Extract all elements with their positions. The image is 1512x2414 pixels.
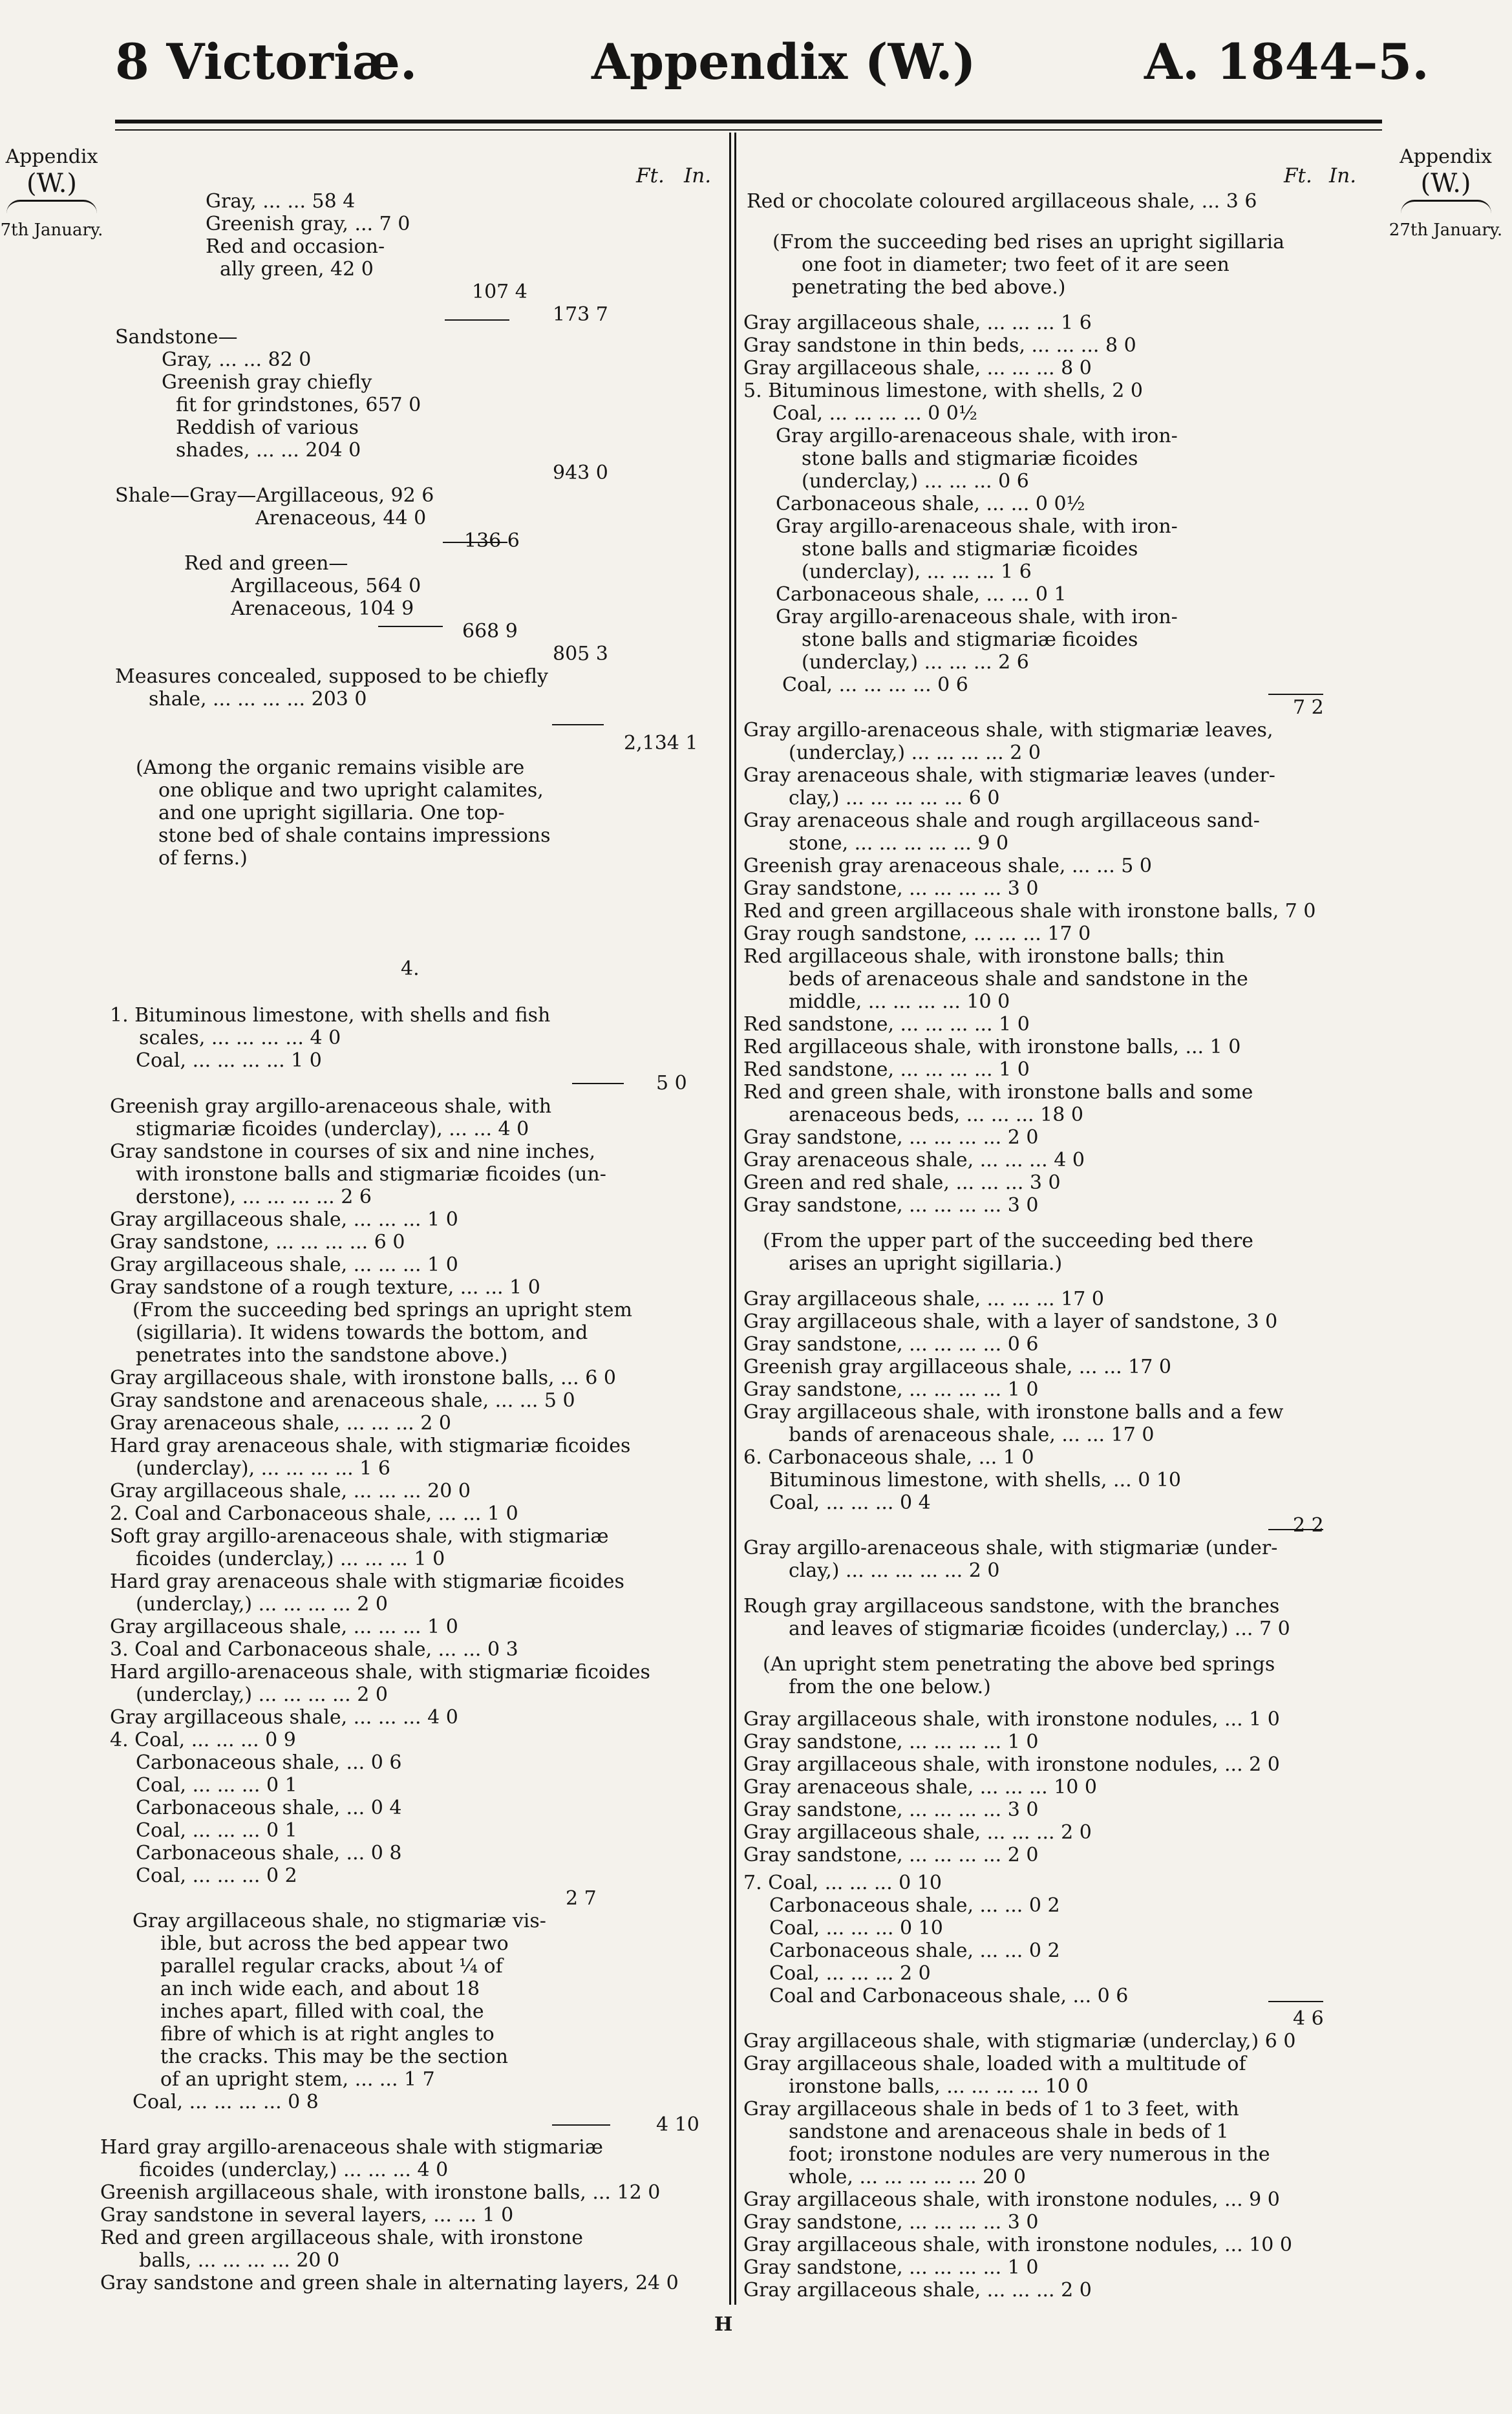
margin-brace — [1401, 200, 1491, 213]
text-line: clay,) ... ... ... ... ... 2 0 — [789, 1559, 1000, 1582]
text-line: Gray argillaceous shale, ... ... ... 2 0 — [743, 1821, 1092, 1844]
text-line: parallel regular cracks, about ¼ of — [160, 1955, 503, 1978]
text-line: scales, ... ... ... ... 4 0 — [139, 1027, 341, 1049]
text-line: 173 7 — [553, 303, 608, 326]
text-line: (Among the organic remains visible are — [136, 756, 525, 779]
text-line: Gray argillaceous shale, ... ... ... 1 0 — [110, 1208, 458, 1231]
text-line: 2 7 — [566, 1887, 597, 1910]
text-line: and leaves of stigmariæ ficoides (underclay,) ... 7 0 — [789, 1618, 1290, 1640]
text-line: Gray, ... ... 58 4 — [206, 190, 356, 213]
text-line: ironstone balls, ... ... ... ... 10 0 — [789, 2075, 1089, 2098]
margin-note-right — [1383, 146, 1509, 240]
text-line: Gray sandstone, ... ... ... ... 2 0 — [743, 1126, 1039, 1149]
text-line: 2. Coal and Carbonaceous shale, ... ... 1 0 — [110, 1502, 518, 1525]
text-line: 6. Carbonaceous shale, ... 1 0 — [743, 1446, 1034, 1469]
sum-rule — [445, 319, 509, 321]
text-line: 805 3 — [553, 643, 608, 665]
text-line: Gray argillaceous shale, ... ... ... 2 0 — [743, 2279, 1092, 2302]
text-line: Gray sandstone, ... ... ... ... 1 0 — [743, 1378, 1039, 1401]
text-line: Soft gray argillo-arenaceous shale, with stigmariæ — [110, 1525, 609, 1548]
text-line: whole, ... ... ... ... ... 20 0 — [789, 2166, 1027, 2188]
header-rule-thick — [115, 120, 1382, 123]
text-line: Hard gray arenaceous shale with stigmariæ ficoides — [110, 1570, 624, 1593]
header-right: A. 1844–5. — [1144, 33, 1429, 91]
text-line: of ferns.) — [158, 847, 248, 870]
text-line: Gray argillaceous shale, with a layer of sandstone, 3 0 — [743, 1310, 1278, 1333]
text-line: shades, ... ... 204 0 — [176, 439, 361, 462]
text-line: 136 6 — [464, 529, 520, 552]
text-line: Coal and Carbonaceous shale, ... 0 6 — [769, 1985, 1129, 2007]
text-line: Gray argillaceous shale, with ironstone balls, ... 6 0 — [110, 1367, 616, 1389]
text-line: (underclay,) ... ... ... 2 6 — [802, 651, 1029, 674]
text-line: and one upright sigillaria. One top- — [158, 802, 505, 824]
text-line: penetrating the bed above.) — [792, 276, 1066, 299]
text-line: Gray sandstone and arenaceous shale, ... ... 5 0 — [110, 1389, 575, 1412]
text-line: Greenish argillaceous shale, with ironstone balls, ... 12 0 — [100, 2181, 661, 2204]
sum-rule — [1268, 694, 1323, 695]
sum-rule — [1268, 1529, 1323, 1530]
text-line: (underclay,) ... ... ... 0 6 — [802, 470, 1029, 493]
text-line: Gray sandstone and green shale in alternating layers, 24 0 — [100, 2272, 679, 2294]
sum-rule — [572, 1083, 624, 1084]
text-line: Carbonaceous shale, ... ... 0 2 — [769, 1894, 1060, 1917]
text-line: (From the upper part of the succeeding bed there — [763, 1230, 1253, 1252]
text-line: Gray arenaceous shale, with stigmariæ leaves (under- — [743, 764, 1275, 787]
text-line: from the one below.) — [789, 1676, 991, 1698]
text-line: 4. Coal, ... ... ... 0 9 — [110, 1729, 296, 1751]
text-line: (An upright stem penetrating the above bed springs — [763, 1653, 1275, 1676]
text-line: 2 2 — [1293, 1514, 1324, 1537]
text-line: Gray argillaceous shale, with ironstone nodules, ... 1 0 — [743, 1708, 1280, 1731]
text-line: Gray argillaceous shale, ... ... ... 8 0 — [743, 357, 1092, 379]
text-line: derstone), ... ... ... ... 2 6 — [136, 1186, 372, 1208]
text-line: clay,) ... ... ... ... ... 6 0 — [789, 787, 1000, 809]
text-line: Coal, ... ... ... ... 0 8 — [133, 2091, 319, 2113]
margin-date: 27th January. — [1389, 220, 1503, 240]
text-line: stone, ... ... ... ... ... 9 0 — [789, 832, 1009, 855]
text-line: Greenish gray, ... 7 0 — [206, 213, 410, 235]
text-line: penetrates into the sandstone above.) — [136, 1344, 508, 1367]
text-line: inches apart, filled with coal, the — [160, 2000, 484, 2023]
text-line: foot; ironstone nodules are very numerous in the — [789, 2143, 1270, 2166]
text-line: with ironstone balls and stigmariæ ficoides (un- — [136, 1163, 606, 1186]
text-line: Measures concealed, supposed to be chiefly — [115, 665, 549, 688]
margin-w-label: (W.) — [26, 168, 78, 198]
text-line: Red and green argillaceous shale with ironstone balls, 7 0 — [743, 900, 1316, 923]
text-line: Gray argillaceous shale, ... ... ... 1 0 — [110, 1254, 458, 1276]
text-line: Gray argillaceous shale, with ironstone nodules, ... 9 0 — [743, 2188, 1280, 2211]
text-line: one oblique and two upright calamites, — [158, 779, 544, 802]
text-line: (underclay,) ... ... ... ... 2 0 — [789, 742, 1041, 764]
text-line: Coal, ... ... ... ... 1 0 — [136, 1049, 322, 1072]
text-line: arises an upright sigillaria.) — [789, 1252, 1063, 1275]
text-line: Red argillaceous shale, with ironstone balls; thin — [743, 945, 1225, 968]
text-line: Coal, ... ... ... ... 0 0½ — [772, 402, 977, 425]
text-line: Bituminous limestone, with shells, ... 0 10 — [769, 1469, 1182, 1491]
text-line: Red sandstone, ... ... ... ... 1 0 — [743, 1013, 1030, 1036]
right-in-heading: In. — [1329, 164, 1357, 187]
text-line: ally green, 42 0 — [220, 258, 374, 281]
header-center: Appendix (W.) — [591, 33, 976, 91]
text-line: 1. Bituminous limestone, with shells and fish — [110, 1004, 551, 1027]
left-in-heading: In. — [684, 164, 712, 187]
text-line: Sandstone— — [115, 326, 238, 348]
left-ft-heading: Ft. — [636, 164, 665, 187]
column-divider — [734, 133, 736, 2305]
text-line: bands of arenaceous shale, ... ... 17 0 — [789, 1424, 1155, 1446]
text-line: Gray sandstone, ... ... ... ... 3 0 — [743, 1799, 1039, 1821]
right-ft-heading: Ft. — [1284, 164, 1312, 187]
text-line: Reddish of various — [176, 416, 359, 439]
sum-rule — [552, 2124, 610, 2126]
text-line: Hard gray argillo-arenaceous shale with stigmariæ — [100, 2136, 603, 2159]
text-line: 7 2 — [1293, 696, 1324, 719]
text-line: Gray argillo-arenaceous shale, with stigmariæ (under- — [743, 1537, 1278, 1559]
text-line: 5. Bituminous limestone, with shells, 2 0 — [743, 379, 1143, 402]
text-line: Green and red shale, ... ... ... 3 0 — [743, 1171, 1061, 1194]
text-line: Gray argillaceous shale, ... ... ... 1 0 — [110, 1616, 458, 1638]
header-left: 8 Victoriæ. — [115, 33, 418, 91]
text-line: Gray argillo-arenaceous shale, with stigmariæ leaves, — [743, 719, 1273, 742]
text-line: middle, ... ... ... ... 10 0 — [789, 990, 1010, 1013]
text-line: 4 6 — [1293, 2007, 1324, 2030]
text-line: Gray argillaceous shale, loaded with a multitude of — [743, 2053, 1246, 2075]
text-line: Carbonaceous shale, ... ... 0 2 — [769, 1939, 1060, 1962]
text-line: Rough gray argillaceous sandstone, with the branches — [743, 1595, 1280, 1618]
text-line: fit for grindstones, 657 0 — [176, 394, 421, 416]
margin-brace — [6, 200, 97, 213]
text-line: Gray sandstone, ... ... ... ... 0 6 — [743, 1333, 1039, 1356]
page-signature: H — [714, 2313, 733, 2336]
text-line: ficoides (underclay,) ... ... ... 4 0 — [139, 2159, 449, 2181]
text-line: Gray sandstone, ... ... ... ... 1 0 — [743, 2256, 1039, 2279]
text-line: Gray argillo-arenaceous shale, with iron- — [776, 606, 1178, 628]
text-line: Carbonaceous shale, ... 0 6 — [136, 1751, 402, 1774]
text-line: Arenaceous, 104 9 — [231, 597, 414, 620]
text-line: Carbonaceous shale, ... 0 4 — [136, 1797, 402, 1819]
text-line: Red and green argillaceous shale, with ironstone — [100, 2227, 584, 2249]
text-line: Arenaceous, 44 0 — [255, 507, 427, 529]
text-line: Hard argillo-arenaceous shale, with stigmariæ ficoides — [110, 1661, 650, 1683]
text-line: Gray argillaceous shale, with stigmariæ (underclay,) 6 0 — [743, 2030, 1296, 2053]
text-line: Greenish gray chiefly — [162, 371, 372, 394]
text-line: Red and green— — [184, 552, 348, 575]
text-line: Coal, ... ... ... 0 2 — [136, 1864, 297, 1887]
text-line: stone bed of shale contains impressions — [158, 824, 551, 847]
sum-rule — [552, 724, 604, 725]
text-line: Coal, ... ... ... 0 1 — [136, 1774, 297, 1797]
text-line: Coal, ... ... ... 0 10 — [769, 1917, 943, 1939]
text-line: Shale—Gray—Argillaceous, 92 6 — [115, 484, 434, 507]
text-line: beds of arenaceous shale and sandstone in the — [789, 968, 1248, 990]
text-line: Gray sandstone, ... ... ... ... 3 0 — [743, 1194, 1039, 1217]
text-line: Greenish gray arenaceous shale, ... ... 5 0 — [743, 855, 1152, 877]
text-line: Carbonaceous shale, ... 0 8 — [136, 1842, 402, 1864]
text-line: the cracks. This may be the section — [160, 2045, 508, 2068]
text-line: stone balls and stigmariæ ficoides — [802, 538, 1138, 561]
text-line: Gray argillaceous shale, ... ... ... 20 0 — [110, 1480, 471, 1502]
text-line: Gray argillaceous shale, ... ... ... 1 6 — [743, 312, 1092, 334]
margin-appendix-label: Appendix — [5, 145, 98, 168]
text-line: Gray sandstone in several layers, ... ... 1 0 — [100, 2204, 514, 2227]
text-line: Gray argillaceous shale, ... ... ... 17 0 — [743, 1288, 1104, 1310]
text-line: Gray argillaceous shale in beds of 1 to 3 feet, with — [743, 2098, 1239, 2120]
text-line: Coal, ... ... ... ... 0 6 — [782, 674, 968, 696]
text-line: stone balls and stigmariæ ficoides — [802, 628, 1138, 651]
text-line: 107 4 — [472, 281, 527, 303]
header-rule-thin — [115, 129, 1382, 131]
text-line: Gray arenaceous shale, ... ... ... 10 0 — [743, 1776, 1097, 1799]
text-line: balls, ... ... ... ... 20 0 — [139, 2249, 340, 2272]
text-line: an inch wide each, and about 18 — [160, 1978, 480, 2000]
text-line: arenaceous beds, ... ... ... 18 0 — [789, 1104, 1083, 1126]
text-line: Gray sandstone of a rough texture, ... ... 1 0 — [110, 1276, 540, 1299]
text-line: ible, but across the bed appear two — [160, 1932, 509, 1955]
text-line: Gray argillaceous shale, no stigmariæ vis- — [133, 1910, 546, 1932]
text-line: Carbonaceous shale, ... ... 0 1 — [776, 583, 1067, 606]
text-line: Red and green shale, with ironstone balls and some — [743, 1081, 1253, 1104]
text-line: 943 0 — [553, 462, 608, 484]
text-line: Gray arenaceous shale, ... ... ... 4 0 — [743, 1149, 1085, 1171]
column-divider — [729, 133, 731, 2305]
text-line: Coal, ... ... ... 0 4 — [769, 1491, 931, 1514]
text-line: Gray sandstone in thin beds, ... ... ... 8 0 — [743, 334, 1136, 357]
text-line: Gray sandstone, ... ... ... ... 2 0 — [743, 1844, 1039, 1866]
text-line: sandstone and arenaceous shale in beds of 1 — [789, 2120, 1229, 2143]
text-line: Hard gray arenaceous shale, with stigmariæ ficoides — [110, 1435, 631, 1457]
text-line: 2,134 1 — [624, 732, 698, 754]
text-line: (underclay), ... ... ... ... 1 6 — [136, 1457, 390, 1480]
text-line: Coal, ... ... ... 0 1 — [136, 1819, 297, 1842]
text-line: shale, ... ... ... ... 203 0 — [149, 688, 367, 710]
text-line: Greenish gray argillaceous shale, ... ... 17 0 — [743, 1356, 1171, 1378]
text-line: Carbonaceous shale, ... ... 0 0½ — [776, 493, 1085, 515]
text-line: stone balls and stigmariæ ficoides — [802, 447, 1138, 470]
margin-appendix-label: Appendix — [1400, 145, 1492, 168]
text-line: Gray argillaceous shale, with ironstone nodules, ... 2 0 — [743, 1753, 1280, 1776]
text-line: fibre of which is at right angles to — [160, 2023, 495, 2045]
text-line: (underclay), ... ... ... 1 6 — [802, 561, 1032, 583]
text-line: Gray argillaceous shale, ... ... ... 4 0 — [110, 1706, 458, 1729]
text-line: Gray sandstone, ... ... ... ... 3 0 — [743, 2211, 1039, 2234]
text-line: (From the succeeding bed springs an upright stem — [133, 1299, 632, 1321]
text-line: 668 9 — [462, 620, 518, 643]
margin-date: 7th January. — [0, 220, 103, 240]
sum-rule — [1268, 2001, 1323, 2002]
margin-w-label: (W.) — [1420, 168, 1471, 198]
text-line: of an upright stem, ... ... 1 7 — [160, 2068, 435, 2091]
sum-rule — [443, 542, 507, 543]
text-line: 3. Coal and Carbonaceous shale, ... ... 0 3 — [110, 1638, 518, 1661]
text-line: Coal, ... ... ... 2 0 — [769, 1962, 931, 1985]
margin-note-left — [0, 146, 103, 240]
text-line: Greenish gray argillo-arenaceous shale, with — [110, 1095, 552, 1118]
text-line: Gray sandstone, ... ... ... ... 1 0 — [743, 1731, 1039, 1753]
text-line: Gray sandstone, ... ... ... ... 6 0 — [110, 1231, 405, 1254]
text-line: Argillaceous, 564 0 — [231, 575, 421, 597]
text-line: ficoides (underclay,) ... ... ... 1 0 — [136, 1548, 445, 1570]
text-line: (sigillaria). It widens towards the bottom, and — [136, 1321, 588, 1344]
text-line: 7. Coal, ... ... ... 0 10 — [743, 1872, 942, 1894]
text-line: 5 0 — [656, 1072, 687, 1095]
text-line: 4. — [401, 957, 420, 980]
text-line: Gray argillo-arenaceous shale, with iron- — [776, 515, 1178, 538]
text-line: Gray argillaceous shale, with ironstone balls and a few — [743, 1401, 1284, 1424]
text-line: (From the succeeding bed rises an upright sigillaria — [772, 231, 1284, 253]
text-line: Red argillaceous shale, with ironstone balls, ... 1 0 — [743, 1036, 1241, 1058]
text-line: Gray sandstone, ... ... ... ... 3 0 — [743, 877, 1039, 900]
text-line: 4 10 — [656, 2113, 699, 2136]
sum-rule — [378, 626, 443, 627]
text-line: (underclay,) ... ... ... ... 2 0 — [136, 1593, 388, 1616]
text-line: Gray rough sandstone, ... ... ... 17 0 — [743, 923, 1091, 945]
text-line: stigmariæ ficoides (underclay), ... ... 4 0 — [136, 1118, 529, 1140]
text-line: Gray, ... ... 82 0 — [162, 348, 312, 371]
text-line: Red or chocolate coloured argillaceous shale, ... 3 6 — [747, 190, 1257, 213]
text-line: Gray argillaceous shale, with ironstone nodules, ... 10 0 — [743, 2234, 1292, 2256]
text-line: Red sandstone, ... ... ... ... 1 0 — [743, 1058, 1030, 1081]
text-line: Gray sandstone in courses of six and nine inches, — [110, 1140, 596, 1163]
text-line: Red and occasion- — [206, 235, 385, 258]
text-line: Gray arenaceous shale, ... ... ... 2 0 — [110, 1412, 451, 1435]
text-line: Gray arenaceous shale and rough argillaceous sand- — [743, 809, 1260, 832]
text-line: one foot in diameter; two feet of it are seen — [802, 253, 1230, 276]
text-line: Gray argillo-arenaceous shale, with iron- — [776, 425, 1178, 447]
text-line: (underclay,) ... ... ... ... 2 0 — [136, 1683, 388, 1706]
